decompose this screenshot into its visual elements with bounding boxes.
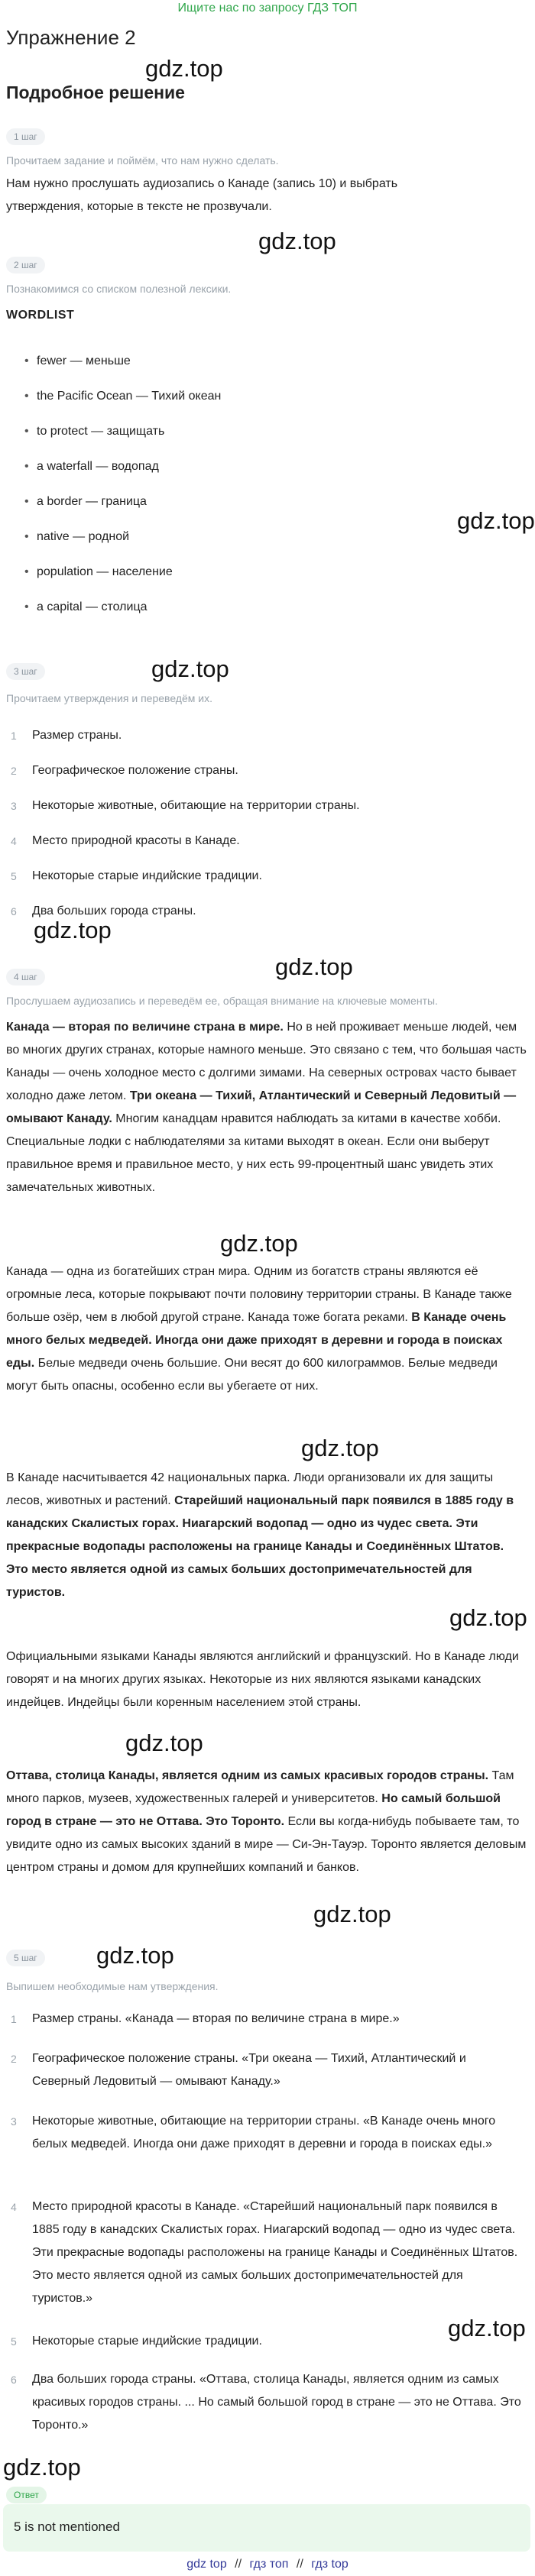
item-number: 1 [11, 2013, 17, 2025]
watermark: gdz.top [275, 953, 353, 980]
footer-link[interactable]: гдз top [311, 2558, 349, 2571]
wordlist-item: • the Pacific Ocean — Тихий океан [37, 388, 221, 405]
item-number: 2 [11, 2053, 17, 2065]
item-text: Некоторые животные, обитающие на территории страны. [32, 799, 360, 812]
paragraph [6, 1646, 529, 1714]
watermark: gdz.top [151, 655, 229, 682]
item-number: 4 [11, 2201, 17, 2213]
item-text: Размер страны. [32, 729, 122, 742]
step-badge: 3 шаг [6, 663, 45, 680]
item-text: Два больших города страны. [32, 905, 196, 917]
paragraph-text: Канада — одна из богатейших стран мира. Одним из богатств страны являются её огромные леса, которые покрывают почти половину территории страны. В Канаде также больше озёр, чем в любой другой стране. Канада тоже богата реками. [6, 1265, 512, 1324]
statement-item [11, 794, 523, 817]
paragraph [6, 1765, 529, 1879]
wordlist-item: • a border — граница [37, 494, 147, 510]
paragraph-text: Но в ней проживает меньше людей, чем во многих других странах, которые намного меньше. Это связано с тем, что большая часть Канады — очень холодное место с долгими зимами. На северных островах часто бывает холодно даже летом. [6, 1021, 527, 1102]
wordlist-item: • native — родной [37, 529, 129, 545]
paragraph-text: Там много парков, музеев, художественных галерей и университетов. [6, 1769, 514, 1805]
watermark: gdz.top [220, 1230, 298, 1257]
statement-item [11, 2047, 523, 2093]
watermark: gdz.top [301, 1435, 379, 1461]
statement-item [11, 830, 523, 853]
statement-item [11, 2330, 523, 2353]
item-number: 6 [11, 905, 17, 917]
step-badge: 1 шаг [6, 128, 45, 145]
item-number: 6 [11, 2374, 17, 2386]
watermark: gdz.top [448, 2315, 526, 2341]
item-text: Некоторые животные, обитающие на территории страны. «В Канаде очень много белых медведей. Иногда они даже приходят в деревни и города в поисках еды.» [32, 2115, 496, 2150]
item-text: Два больших города страны. «Оттава, столица Канады, является одним из самых красивых городов страны. ... Но самый большой город в стране — это не Оттава. Это Торонто.» [32, 2373, 521, 2432]
watermark: gdz.top [457, 507, 535, 534]
answer-text: 5 is not mentioned [14, 2519, 120, 2534]
wordlist-item: • to protect — защищать [37, 423, 164, 440]
key-phrase: Старейший национальный парк появился в 1885 году в канадских Скалистых горах. Ниагарский водопад — одно из чудес света. Эти прекрасные водопады расположены на границе Канады и Соединённых Штатов. Это место является одной из самых больших достопримечательностей для туристов. [6, 1494, 514, 1599]
step-badge: 4 шаг [6, 969, 45, 985]
item-text: Географическое положение страны. [32, 764, 238, 777]
step-text-line: утверждения, которые в тексте не прозвучали. [6, 200, 272, 213]
watermark: gdz.top [3, 2454, 81, 2481]
paragraph [6, 1016, 529, 1199]
footer-separator: // [296, 2558, 303, 2571]
wordlist-item: • a capital — столица [37, 599, 148, 616]
step-badge: 2 шаг [6, 257, 45, 273]
step-hint: Прослушаем аудиозапись и переведём ее, обращая внимание на ключевые моменты. [6, 995, 438, 1007]
wordlist-item: • population — население [37, 564, 173, 581]
statement-item [11, 2196, 523, 2310]
wordlist-item: • a waterfall — водопад [37, 458, 159, 475]
item-text: Некоторые старые индийские традиции. [32, 2335, 262, 2348]
watermark: gdz.top [145, 55, 223, 82]
top-banner: Ищите нас по запросу ГДЗ ТОП [177, 2, 358, 15]
item-text: Размер страны. «Канада — вторая по величине страна в мире.» [32, 2012, 400, 2025]
statement-item [11, 865, 523, 888]
statement-item [11, 2110, 523, 2156]
item-number: 4 [11, 835, 17, 847]
step-text [6, 173, 529, 218]
item-text: Некоторые старые индийские традиции. [32, 869, 262, 882]
paragraph [6, 1467, 529, 1604]
watermark: gdz.top [313, 1901, 391, 1927]
statement-item [11, 2368, 523, 2437]
footer-link[interactable]: гдз топ [249, 2558, 289, 2571]
wordlist-title: WORDLIST [6, 309, 75, 322]
footer-links [0, 2558, 535, 2571]
paragraph-text: Многим канадцам нравится наблюдать за китами в качестве хобби. Специальные лодки с наблюдателями за китами выходят в океан. Если они выберут правильное время и правильное место, у них есть 99-процентный шанс увидеть этих замечательных животных. [6, 1112, 501, 1194]
step-text-line: Нам нужно прослушать аудиозапись о Канаде (запись 10) и выбрать [6, 177, 398, 190]
footer-link[interactable]: gdz top [186, 2558, 227, 2571]
item-number: 5 [11, 2335, 17, 2348]
watermark: gdz.top [34, 917, 112, 943]
paragraph-text: Белые медведи очень большие. Они весят до 600 килограммов. Белые медведи могут быть опасны, особенно если вы убегаете от них. [6, 1357, 498, 1393]
step-hint: Прочитаем утверждения и переведём их. [6, 692, 212, 704]
key-phrase: Но самый большой город в стране — это не Оттава. Это Торонто. [6, 1792, 501, 1828]
item-text: Место природной красоты в Канаде. [32, 834, 240, 847]
step-hint: Прочитаем задание и поймём, что нам нужно сделать. [6, 154, 279, 167]
answer-box [3, 2504, 530, 2552]
statement-item [11, 724, 523, 747]
paragraph-text: В Канаде насчитывается 42 национальных парка. Люди организовали их для защиты лесов, животных и растений. [6, 1471, 494, 1507]
item-number: 2 [11, 765, 17, 777]
paragraph-text: Если вы когда-нибудь побываете там, то увидите одно из самых высоких зданий в мире — Си-Эн-Тауэр. Торонто является деловым центром страны и домом для крупнейших компаний и банков. [6, 1815, 527, 1874]
wordlist-item: • fewer — меньше [37, 353, 131, 370]
step-hint: Познакомимся со списком полезной лексики. [6, 283, 232, 295]
statement-item [11, 759, 523, 782]
key-phrase: Оттава, столица Канады, является одним из самых красивых городов страны. [6, 1769, 489, 1782]
key-phrase: Канада — вторая по величине страна в мире. [6, 1021, 284, 1034]
item-number: 1 [11, 730, 17, 742]
footer-separator: // [235, 2558, 242, 2571]
statement-item [11, 2008, 523, 2031]
key-phrase: В Канаде очень много белых медведей. Иногда они даже приходят в деревни и города в поисках еды. [6, 1311, 507, 1370]
item-number: 3 [11, 800, 17, 812]
page-subtitle: Подробное решение [6, 83, 185, 102]
watermark: gdz.top [449, 1604, 527, 1631]
watermark: gdz.top [258, 228, 336, 254]
paragraph-text: Официальными языками Канады являются английский и французский. Но в Канаде люди говорят и на многих других языках. Некоторые из них являются языками канадских индейцев. Индейцы были коренным населением этой страны. [6, 1650, 519, 1709]
watermark: gdz.top [125, 1730, 203, 1756]
step-hint: Выпишем необходимые нам утверждения. [6, 1980, 219, 1992]
watermark: gdz.top [96, 1942, 174, 1969]
paragraph [6, 1260, 529, 1398]
item-text: Географическое положение страны. «Три океана — Тихий, Атлантический и Северный Ледовитый — омывают Канаду.» [32, 2052, 466, 2088]
step-badge: 5 шаг [6, 1950, 45, 1966]
item-text: Место природной красоты в Канаде. «Старейший национальный парк появился в 1885 году в канадских Скалистых горах. Ниагарский водопад — одно из чудес света. Эти прекрасные водопады расположены на границе Канады и Соединённых Штатов. Это место является одной из самых больших достопримечательностей для туристов.» [32, 2200, 518, 2305]
item-number: 3 [11, 2115, 17, 2128]
page-title: Упражнение 2 [6, 26, 136, 49]
item-number: 5 [11, 870, 17, 882]
answer-badge: Ответ [6, 2487, 47, 2503]
key-phrase: Три океана — Тихий, Атлантический и Северный Ледовитый — омывают Канаду. [6, 1089, 517, 1125]
